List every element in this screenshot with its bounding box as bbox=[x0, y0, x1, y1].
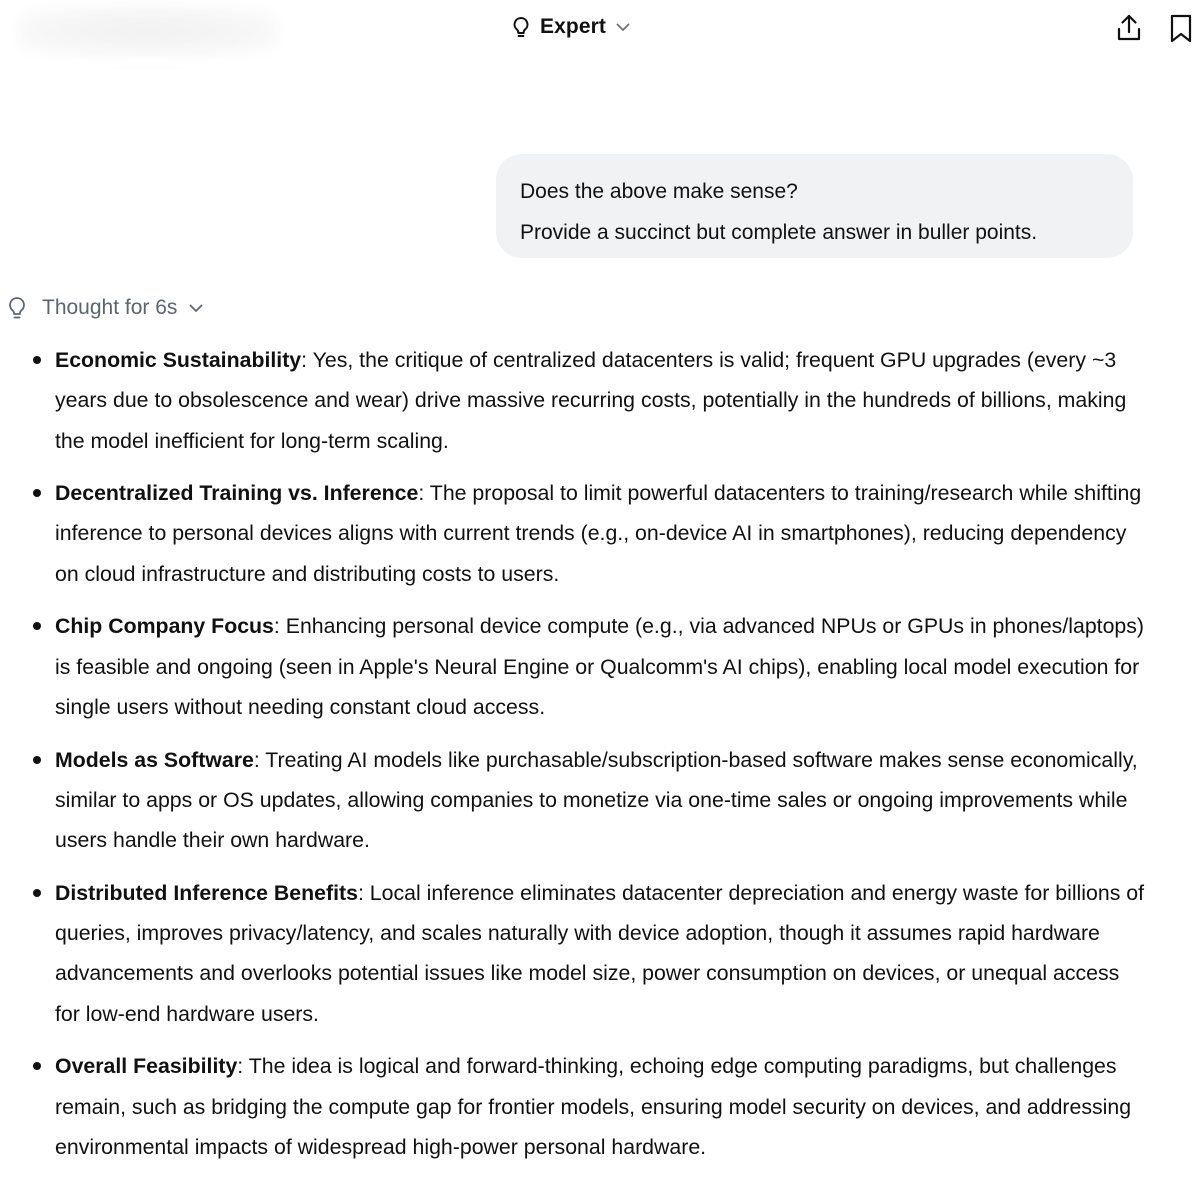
thought-label: Thought for 6s bbox=[42, 296, 178, 319]
list-item bbox=[30, 473, 1150, 594]
item-text: : Yes, the critique of centralized datacenters is valid; frequent GPU upgrades (every ~3 years due to obsolescence and wear) drive massive recurring costs, potentially in the hundreds of billions, making the model inefficient for long-term scaling. bbox=[55, 348, 1127, 453]
item-text: : The idea is logical and forward-thinking, echoing edge computing paradigms, but challenges remain, such as bridging the compute gap for frontier models, ensuring model security on devices, and addressing environmental impacts of widespread high-power personal hardware. bbox=[55, 1054, 1132, 1159]
chevron-down-icon bbox=[614, 18, 632, 36]
item-title: Economic Sustainability bbox=[55, 348, 302, 372]
item-title: Models as Software bbox=[55, 747, 254, 772]
lightbulb-icon bbox=[6, 295, 28, 321]
item-title: Overall Feasibility bbox=[55, 1054, 238, 1079]
blurred-conversation-title bbox=[18, 6, 278, 56]
user-message-line: Provide a succinct but complete answer in buller points. bbox=[520, 221, 1038, 244]
lightbulb-icon bbox=[510, 15, 532, 39]
chevron-down-icon bbox=[187, 299, 205, 317]
bookmark-button[interactable] bbox=[1168, 12, 1192, 46]
list-item bbox=[30, 740, 1150, 861]
item-text: : Local inference eliminates datacenter depreciation and energy waste for billions of queries, improves privacy/latency, and scales naturally with device adoption, though it assumes rapid hardware advancements and overlooks potential issues like model size, power consumption on devices, or unequal access for low-end hardware users. bbox=[55, 880, 1145, 1026]
list-item bbox=[30, 873, 1150, 1034]
list-item bbox=[30, 1046, 1150, 1167]
item-title: Chip Company Focus bbox=[55, 614, 274, 639]
user-message-line: Does the above make sense? bbox=[520, 180, 798, 203]
item-text: : The proposal to limit powerful datacenters to training/research while shifting inference to personal devices aligns with current trends (e.g., on-device AI in smartphones), reducing dependency on cloud infrastructure and distributing costs to users. bbox=[55, 481, 1142, 586]
thought-toggle[interactable] bbox=[6, 290, 205, 326]
item-title: Decentralized Training vs. Inference bbox=[55, 481, 419, 506]
share-button[interactable] bbox=[1114, 12, 1146, 46]
share-icon bbox=[1114, 12, 1146, 44]
user-message-bubble bbox=[496, 154, 1133, 258]
item-text: : Treating AI models like purchasable/subscription-based software makes sense economically, similar to apps or OS updates, allowing companies to monetize via one-time sales or ongoing improvements while users handle their own hardware. bbox=[55, 747, 1138, 853]
mode-label: Expert bbox=[540, 15, 606, 38]
assistant-answer-list bbox=[30, 340, 1150, 1179]
item-text: : Enhancing personal device compute (e.g., via advanced NPUs or GPUs in phones/laptops) is feasible and ongoing (seen in Apple's Neural Engine or Qualcomm's AI chips), enabling local model execution for single users without needing constant cloud access. bbox=[55, 614, 1145, 719]
bookmark-icon bbox=[1168, 12, 1192, 44]
item-title: Distributed Inference Benefits bbox=[55, 880, 358, 905]
list-item bbox=[30, 340, 1150, 461]
model-mode-selector[interactable] bbox=[510, 10, 632, 44]
list-item bbox=[30, 606, 1150, 727]
